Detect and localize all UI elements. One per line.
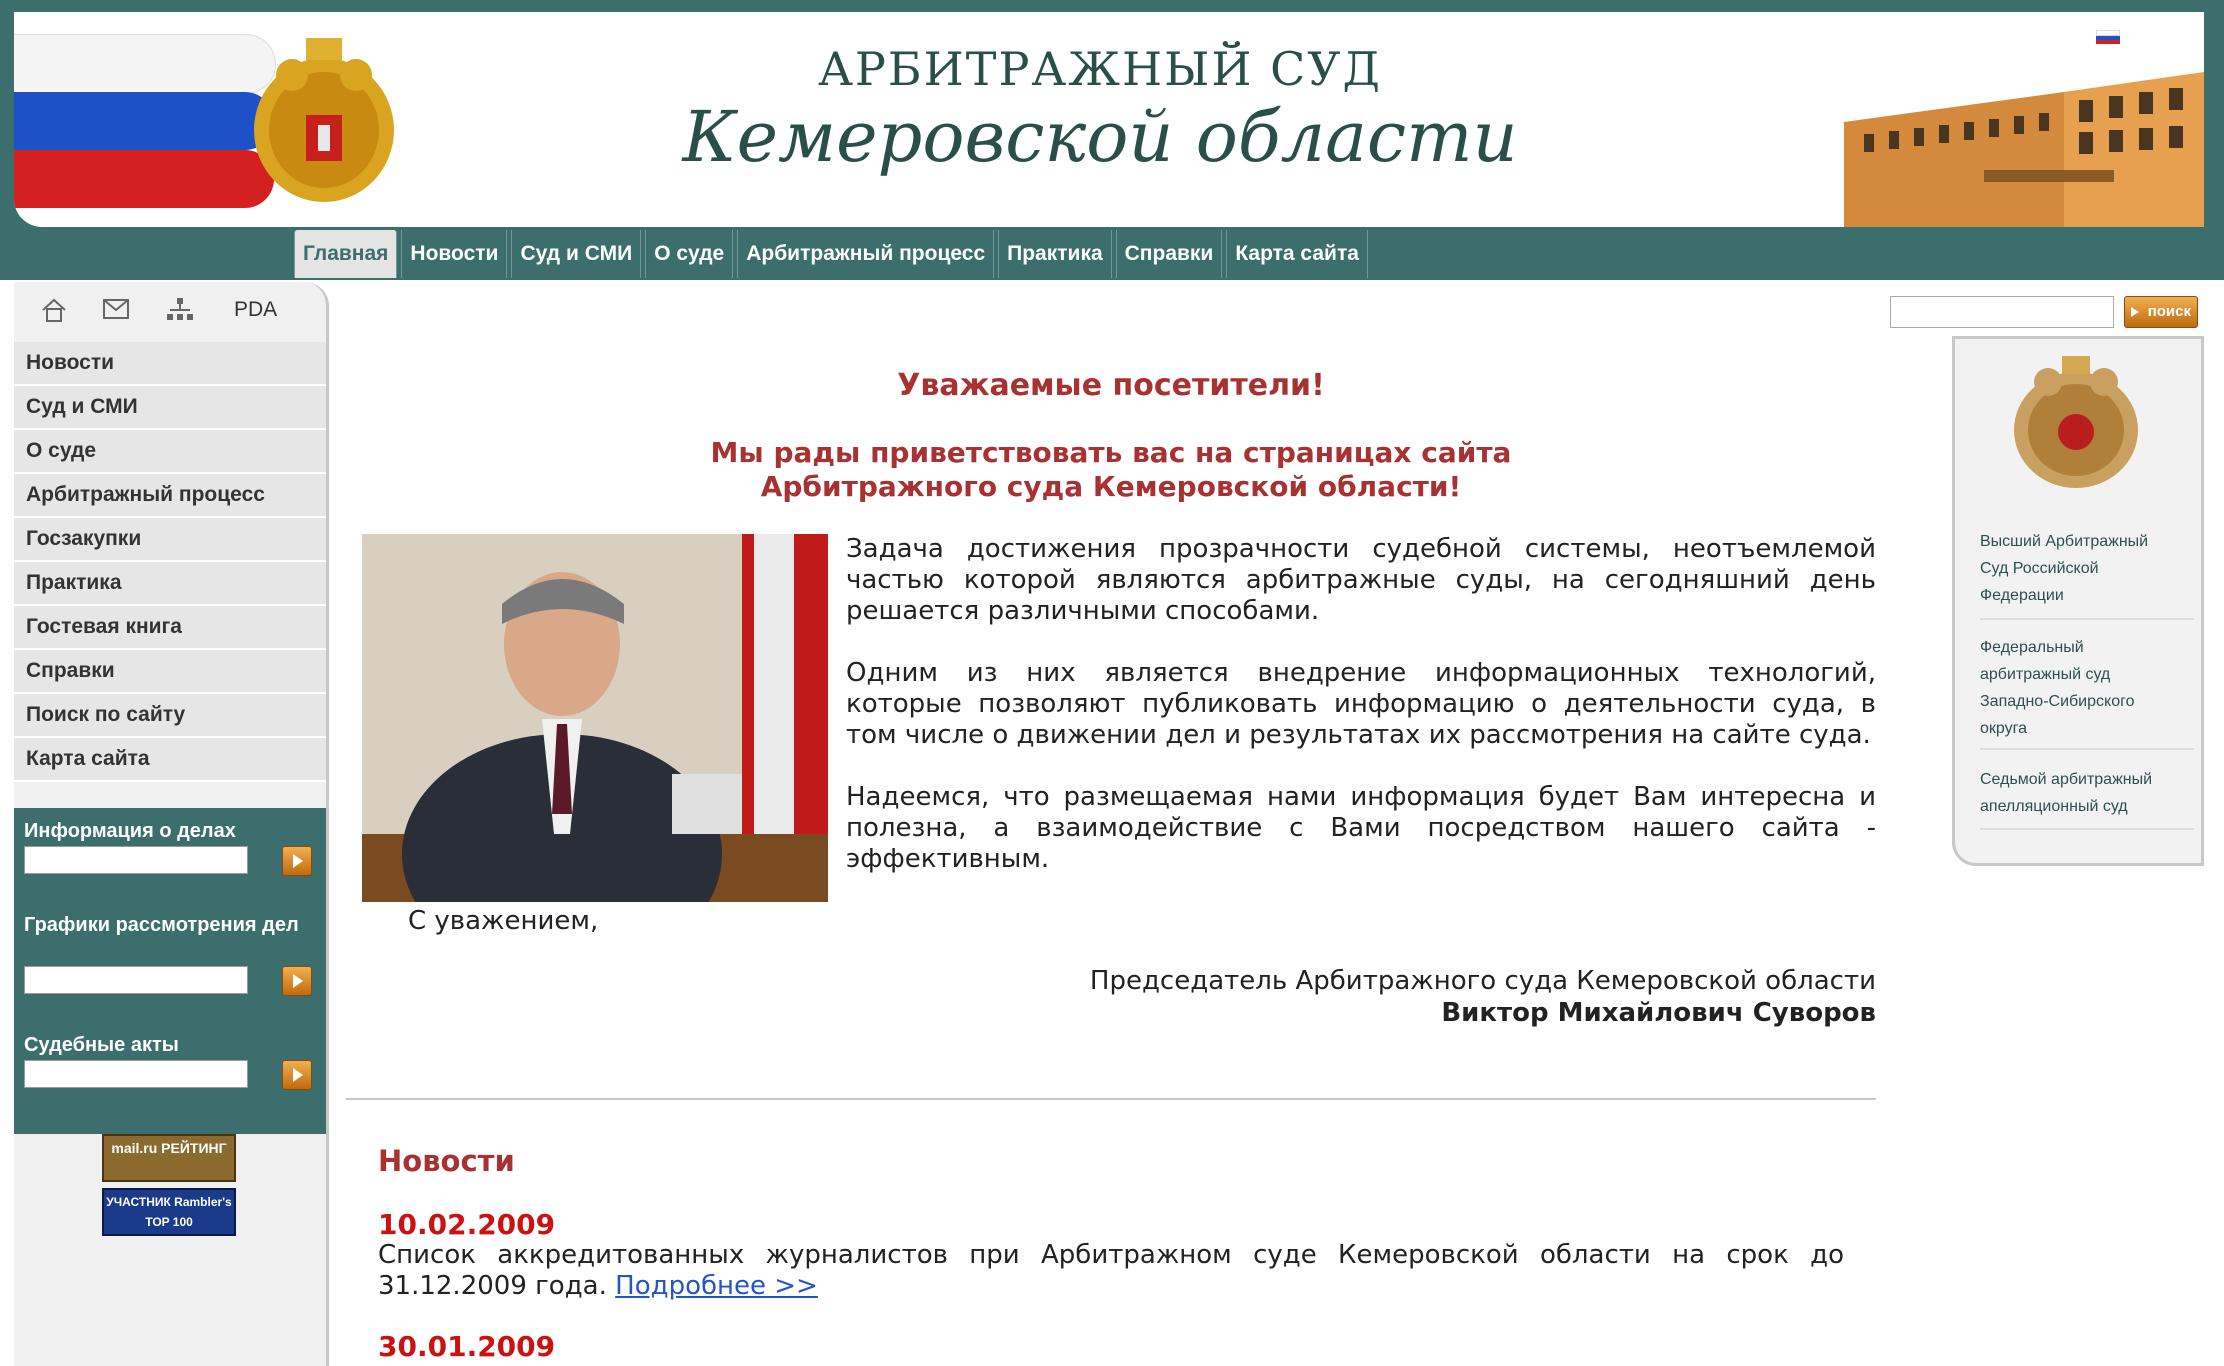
schedule-label: Графики рассмотрения дел: [24, 914, 299, 936]
mailru-rating-counter[interactable]: [102, 1134, 236, 1182]
pda-link[interactable]: PDA: [234, 298, 278, 321]
topnav-home[interactable]: Главная: [294, 230, 397, 278]
case-info-go-button[interactable]: [282, 846, 312, 876]
court-acts-label: Судебные акты: [24, 1034, 179, 1056]
sidebar-item-news[interactable]: Новости: [14, 342, 326, 386]
greeting-subtitle-line1: Мы рады приветствовать вас на страницах сайта: [710, 436, 1512, 469]
case-info-panel: [14, 808, 326, 1134]
court-acts-go-button[interactable]: [282, 1060, 312, 1090]
news-date: 10.02.2009: [378, 1208, 556, 1241]
news-item-text: [378, 1240, 1844, 1302]
sidebar-item-about[interactable]: О суде: [14, 430, 326, 474]
sitemap-icon[interactable]: [166, 296, 194, 324]
search-button[interactable]: поиск: [2124, 296, 2198, 328]
sidebar-item-arbitration-process[interactable]: Арбитражный процесс: [14, 474, 326, 518]
court-building-image: [1834, 52, 2204, 227]
topnav-arbitration-process[interactable]: Арбитражный процесс: [737, 230, 994, 278]
right-divider: [1980, 618, 2194, 620]
schedule-input[interactable]: [24, 966, 248, 994]
news-more-link[interactable]: Подробнее >>: [615, 1271, 818, 1301]
top-navigation: [294, 230, 1372, 280]
content-divider: [346, 1098, 1876, 1100]
schedule-go-button[interactable]: [282, 966, 312, 996]
case-info-input[interactable]: [24, 846, 248, 874]
regards-text: С уважением,: [408, 906, 599, 936]
news-item-body: Список аккредитованных журналистов при Арбитражном суде Кемеровской области на срок до 31.12.2009 года.: [378, 1240, 1844, 1301]
double-headed-eagle-icon: [244, 30, 404, 215]
link-supreme-arbitration-court[interactable]: Высший Арбитражный Суд Российской Федерации: [1980, 533, 2149, 604]
topnav-practice[interactable]: Практика: [998, 230, 1112, 278]
home-icon[interactable]: [40, 296, 68, 324]
search-input[interactable]: [1890, 296, 2114, 328]
sidebar-item-guestbook[interactable]: Гостевая книга: [14, 606, 326, 650]
mailru-counter-text: mail.ru РЕЙТИНГ: [111, 1140, 227, 1156]
case-info-label: Информация о делах: [24, 820, 236, 842]
news-date: 30.01.2009: [378, 1330, 556, 1363]
topnav-court-media[interactable]: Суд и СМИ: [511, 230, 641, 278]
topnav-news[interactable]: Новости: [401, 230, 507, 278]
topnav-references[interactable]: Справки: [1116, 230, 1223, 278]
mini-flag-icon: [2096, 30, 2120, 42]
signer-title: Председатель Арбитражного суда Кемеровской области: [1089, 966, 1876, 996]
chairman-photo: [362, 534, 828, 902]
rambler-top100-counter[interactable]: [102, 1188, 236, 1236]
mail-icon[interactable]: [102, 298, 130, 320]
sidebar-item-references[interactable]: Справки: [14, 650, 326, 694]
link-west-siberian-court[interactable]: Федеральный арбитражный суд Западно-Сибирского округа: [1980, 639, 2135, 737]
court-acts-input[interactable]: [24, 1060, 248, 1088]
sidebar-item-procurement[interactable]: Госзакупки: [14, 518, 326, 562]
sidebar-icon-row: [14, 282, 326, 342]
sidebar-item-court-media[interactable]: Суд и СМИ: [14, 386, 326, 430]
sidebar-item-practice[interactable]: Практика: [14, 562, 326, 606]
right-divider: [1980, 748, 2194, 750]
supreme-court-emblem-icon: [1996, 350, 2156, 500]
link-seventh-appeal-court[interactable]: Седьмой арбитражный апелляционный суд: [1980, 771, 2153, 815]
signer-name: Виктор Михайлович Суворов: [1441, 998, 1876, 1028]
greeting-subtitle-line2: Арбитражного суда Кемеровской области!: [760, 470, 1462, 503]
topnav-sitemap[interactable]: Карта сайта: [1226, 230, 1368, 278]
site-title-line1: АРБИТРАЖНЫЙ СУД: [818, 42, 1382, 96]
greeting-paragraph-1: Задача достижения прозрачности судебной системы, неотъемлемой частью которой являются арбитражные суды, на сегодняшний день решается различными способами.: [846, 534, 1876, 626]
sidebar-item-sitemap[interactable]: Карта сайта: [14, 738, 326, 782]
greeting-paragraph-3: Надеемся, что размещаемая нами информация будет Вам интересна и полезна, а взаимодействие с Вами посредством нашего сайта - эффективным.: [846, 782, 1876, 874]
news-heading: Новости: [378, 1144, 515, 1178]
right-divider: [1980, 828, 2194, 830]
sidebar-item-site-search[interactable]: Поиск по сайту: [14, 694, 326, 738]
site-title-line2: Кемеровской области: [682, 96, 1518, 178]
greeting-paragraph-2: Одним из них является внедрение информационных технологий, которые позволяют публиковать информацию о деятельности суда, в том числе о движении дел и результатах их рассмотрения на сайте суда.: [846, 658, 1876, 750]
rambler-counter-text: УЧАСТНИК Rambler's TOP 100: [106, 1195, 232, 1229]
greeting-title: Уважаемые посетители!: [897, 368, 1325, 403]
left-menu: [14, 342, 326, 782]
topnav-about[interactable]: О суде: [645, 230, 733, 278]
